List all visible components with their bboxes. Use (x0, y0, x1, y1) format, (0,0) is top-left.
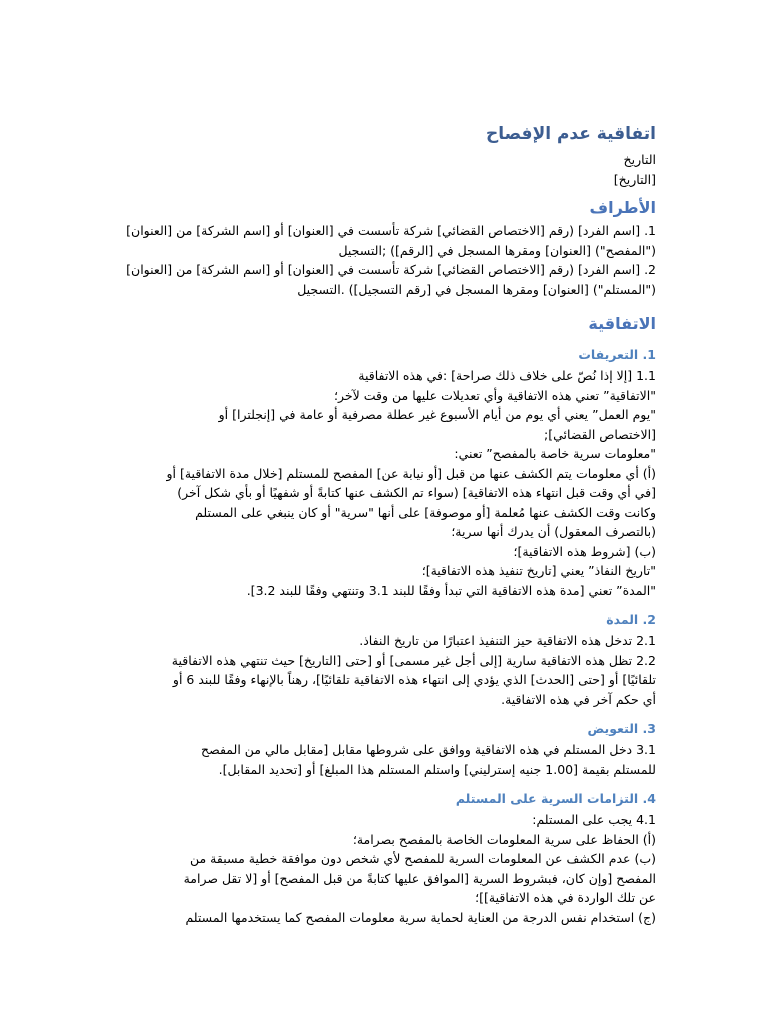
parties-heading: الأطراف (589, 198, 656, 217)
paragraph-line: (ج) استخدام نفس الدرجة من العناية لحماية سرية معلومات المفصح كما يستخدمها المستلم (185, 909, 656, 925)
paragraph-line: 4.1 يجب على المستلم: (532, 812, 656, 827)
paragraph-line: "الاتفاقية” تعني هذه الاتفاقية وأي تعديلات عليها من وقت لآخر؛ (334, 387, 656, 403)
paragraph-line: (ب) [شروط هذه الاتفاقية]؛ (513, 543, 656, 559)
paragraph-line: 2.2 تظل هذه الاتفاقية سارية [إلى أجل غير مسمى] أو [حتى [التاريخ] حيث تنتهي هذه الاتفاقية (171, 652, 656, 668)
paragraph-line: (ب) عدم الكشف عن المعلومات السرية للمفصح لأي شخص دون موافقة خطية مسبقة من (190, 851, 656, 866)
section-3-heading: 3. التعويض (587, 721, 656, 736)
paragraph-line: (أ) الحفاظ على سرية المعلومات الخاصة بالمفصح بصرامة؛ (352, 831, 656, 847)
party-2-line-2: ("المستلم") [العنوان] ومقرها المسجل في [رقم التسجيل]) .التسجيل (297, 281, 656, 297)
paragraph-line: [الاختصاص القضائي]; (544, 426, 656, 442)
paragraph-line: للمستلم بقيمة [1.00 جنيه إسترليني] واستلم المستلم هذا المبلغ] أو [تحديد المقابل]. (218, 761, 656, 777)
section-1-body (118, 366, 656, 600)
section-1-heading: 1. التعريفات (578, 347, 656, 362)
party-1-line-2: ("المفصح") [العنوان] ومقرها المسجل في [الرقم]) ;التسجيل (338, 242, 656, 258)
paragraph-line: 2.1 تدخل هذه الاتفاقية حيز التنفيذ اعتبارًا من تاريخ النفاذ. (359, 633, 656, 648)
document-title: اتفاقية عدم الإفصاح (486, 124, 656, 144)
section-3-body (118, 740, 656, 779)
paragraph-line: تلقائيًا] أو [حتى [الحدث] الذي يؤدي إلى انتهاء هذه الاتفاقية تلقائيًا]، رهناً بالإنهاء وفقًا للبند 6 أو (172, 672, 656, 687)
paragraph-line: (أ) أي معلومات يتم الكشف عنها من قبل [أو نيابة عن] المفصح للمستلم [خلال مدة الاتفاقية] أو (166, 465, 656, 481)
paragraph-line: (بالتصرف المعقول) أن يدرك أنها سرية؛ (451, 524, 656, 539)
section-2-body (118, 631, 656, 709)
paragraph-line: "يوم العمل” يعني أي يوم من أيام الأسبوع غير عطلة مصرفية أو عامة في [إنجلترا] أو (218, 407, 656, 422)
paragraph-line: عن تلك الواردة في هذه الاتفاقية]]؛ (475, 890, 656, 905)
section-2-heading: 2. المدة (606, 612, 656, 627)
date-value: [التاريخ] (613, 171, 656, 187)
paragraph-line: "المدة” تعني [مدة هذه الاتفاقية التي تبدأ وفقًا للبند 3.1 وتنتهي وفقًا للبند 3.2]. (246, 582, 656, 598)
paragraph-line: "تاريخ النفاذ” يعني [تاريخ تنفيذ هذه الاتفاقية]؛ (421, 563, 656, 578)
date-label: التاريخ (623, 152, 656, 167)
section-4-body (118, 810, 656, 927)
paragraph-line: 3.1 دخل المستلم في هذه الاتفاقية ووافق على شروطها مقابل [مقابل مالي من المفصح (201, 742, 656, 757)
paragraph-line: أي حكم آخر في هذه الاتفاقية. (501, 691, 656, 707)
paragraph-line: المفصح [وإن كان، فبشروط السرية [الموافق عليها كتابةً من قبل المفصح] أو [لا تقل صرامة (183, 870, 656, 886)
paragraph-line: [في أي وقت قبل انتهاء هذه الاتفاقية] (سواء تم الكشف عنها كتابةً أو شفهيًا أو بأي شكل آخر) (177, 485, 656, 500)
paragraph-line: 1.1 [إلا إذا نُصّ على خلاف ذلك صراحة] :في هذه الاتفاقية (358, 368, 656, 383)
section-4-heading: 4. التزامات السرية على المستلم (455, 791, 656, 806)
party-1-line-1: 1. [اسم الفرد] (رقم [الاختصاص القضائي] شركة تأسست في [العنوان] أو [اسم الشركة] من [العنوان] (126, 223, 656, 238)
paragraph-line: "معلومات سرية خاصة بالمفصح” تعني: (454, 446, 656, 461)
agreement-heading: الاتفاقية (588, 314, 656, 333)
paragraph-line: وكانت وقت الكشف عنها مُعلمة [أو موصوفة] على أنها "سرية" أو كان ينبغي على المستلم (195, 504, 656, 520)
party-2-line-1: 2. [اسم الفرد] (رقم [الاختصاص القضائي] شركة تأسست في [العنوان] أو [اسم الشركة] من [العنوان] (126, 262, 656, 277)
